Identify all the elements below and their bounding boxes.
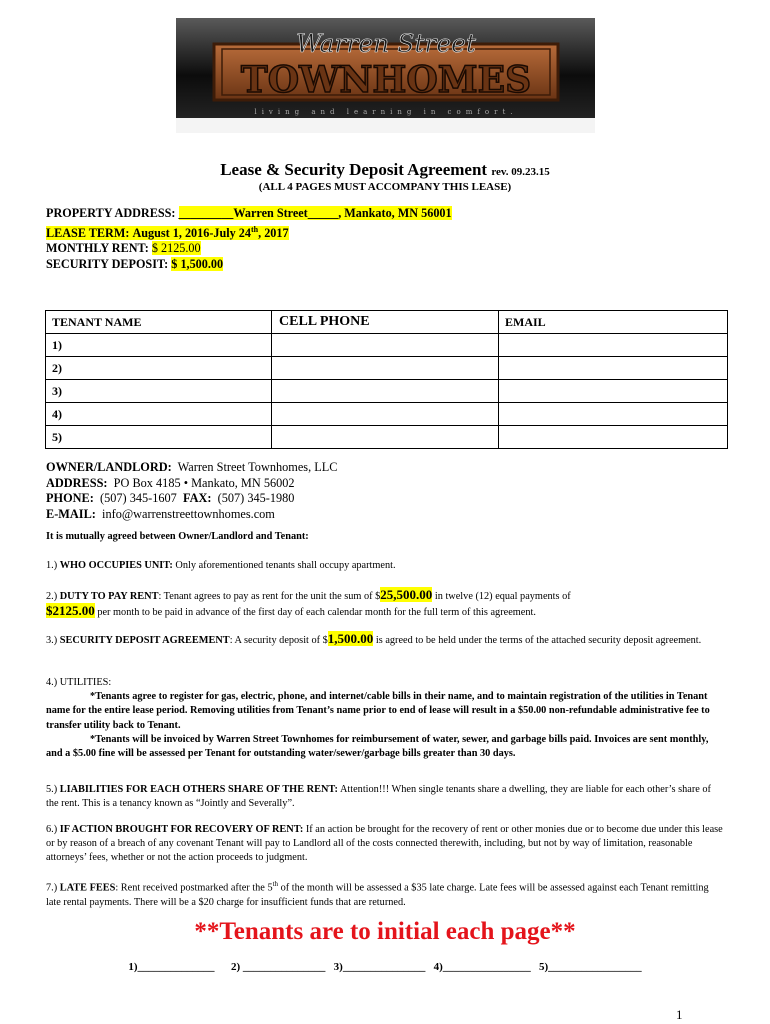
monthly-rent-value: $ 2125.00 — [151, 241, 201, 256]
clause-text: *Tenants will be invoiced by Warren Street Townhomes for reimbursement of water, sewer, and garbage bills paid. Invoices are sent monthly, and a $5.00 fine will be assessed per Tenant for outstanding water/sewer/garbage bills greater than 30 days. — [46, 733, 709, 760]
clause-text: of the month will be assessed a $35 late charge. Late fees will be assessed against each Tenant remitting late rental payments. There will be a $20 charge for insufficient funds that are returned. — [46, 882, 709, 908]
clause-text: in twelve (12) equal payments of — [432, 591, 571, 602]
email-field[interactable] — [499, 357, 728, 380]
landlord-value: Warren Street Townhomes, LLC — [177, 460, 338, 474]
clause-text: : Tenant agrees to pay as rent for the unit the sum of $ — [158, 591, 381, 602]
cell-phone-field[interactable] — [272, 380, 499, 403]
property-address-label: PROPERTY ADDRESS: — [46, 206, 176, 220]
tenant-name-field[interactable]: 4) — [46, 403, 272, 426]
cell-phone-header: CELL PHONE — [272, 311, 499, 334]
owner-email-link[interactable]: info@warrenstreettownhomes.com — [102, 506, 275, 521]
initial-field-3[interactable]: 3)_______________ — [333, 961, 426, 973]
clause-number: 3.) — [46, 635, 58, 646]
table-row — [46, 334, 728, 357]
initial-heading: **Tenants are to initial each page** — [194, 918, 576, 945]
clause-2 — [46, 588, 726, 620]
clause-text: : A security deposit of $ — [229, 635, 328, 646]
clause-4 — [46, 676, 726, 761]
table-row — [46, 426, 728, 449]
clause-text: : Rent received postmarked after the 5 — [115, 882, 273, 894]
initial-lines — [0, 961, 770, 973]
document-subtitle: (ALL 4 PAGES MUST ACCOMPANY THIS LEASE) — [258, 181, 512, 193]
document-title — [0, 160, 770, 180]
logo-tagline: living and learning in comfort. — [254, 108, 518, 116]
clause-heading: IF ACTION BROUGHT FOR RECOVERY OF RENT: — [59, 824, 304, 835]
security-deposit-label: SECURITY DEPOSIT: — [46, 256, 169, 271]
lease-term-line — [46, 222, 452, 242]
initial-field-1[interactable]: 1)______________ — [128, 961, 215, 973]
clause-sup: th — [272, 880, 279, 888]
phone-value: (507) 345-1607 — [99, 491, 177, 505]
lease-term-label: LEASE TERM: — [46, 225, 130, 240]
agreement-intro-text: It is mutually agreed between Owner/Landlord and Tenant: — [46, 531, 309, 542]
clause-number: 6.) — [46, 824, 58, 835]
initial-field-4[interactable]: 4)________________ — [433, 961, 531, 973]
cell-phone-field[interactable] — [272, 426, 499, 449]
lease-term-sup: th — [250, 224, 259, 234]
property-address-line — [46, 206, 452, 222]
email-field[interactable] — [499, 380, 728, 403]
clause-heading: 4.) UTILITIES: — [46, 677, 112, 688]
owner-address-label: ADDRESS: — [46, 475, 108, 490]
clause-heading: DUTY TO PAY RENT — [59, 591, 159, 602]
clause-7 — [46, 877, 726, 910]
clause-number: 5.) — [46, 784, 58, 795]
logo-main-text: TOWNHOMES — [240, 59, 532, 101]
clause-6 — [46, 823, 726, 866]
lease-term-value: August 1, 2016-July 24 — [132, 225, 251, 240]
email-field[interactable] — [499, 426, 728, 449]
clause-text: Attention!!! When single tenants share a dwelling, they are liable for each other’s share of the rent. This is a tenancy known as “Jointly and Severally”. — [46, 784, 711, 810]
clause-text: *Tenants agree to register for gas, electric, phone, and internet/cable bills in their name, and to maintain registration of the utilities in Tenant name for the entire lease period. Removing utilities from Tenant’s name prior to end of lease will result in a $50.00 non-refundable administrative fee to transfer utility back to Tenant. — [46, 691, 710, 731]
fax-value: (507) 345-1980 — [217, 491, 295, 505]
table-row — [46, 380, 728, 403]
owner-address-value: PO Box 4185 • Mankato, MN 56002 — [113, 475, 295, 490]
clause-3 — [46, 632, 726, 648]
tenant-name-field[interactable]: 1) — [46, 334, 272, 357]
monthly-rent-line — [46, 241, 452, 257]
tenant-table-header — [46, 311, 728, 334]
clause-1 — [46, 559, 726, 573]
clause-text: Only aforementioned tenants shall occupy apartment. — [175, 560, 396, 571]
tenant-name-header: TENANT NAME — [46, 311, 272, 334]
cell-phone-field[interactable] — [272, 334, 499, 357]
initial-field-5[interactable]: 5)_________________ — [539, 961, 642, 973]
lease-term-year: , 2017 — [258, 225, 289, 240]
page-number: 1 — [676, 1007, 683, 1022]
landlord-label: OWNER/LANDLORD: — [46, 460, 172, 474]
cell-phone-field[interactable] — [272, 357, 499, 380]
clause-number: 7.) — [46, 882, 58, 894]
clause-text: per month to be paid in advance of the first day of each calendar month for the full term of this agreement. — [94, 607, 536, 619]
monthly-rent-label: MONTHLY RENT: — [46, 241, 149, 256]
fax-label: FAX: — [182, 491, 212, 505]
clause-heading: SECURITY DEPOSIT AGREEMENT — [59, 635, 230, 646]
tenant-table — [45, 310, 728, 449]
email-label: E-MAIL: — [46, 506, 96, 521]
clause-text: If an action be brought for the recovery of rent or other monies due or to become due under this lease or by reason of a breach of any covenant Tenant will pay to Landlord all of the costs connected therewith, including, but not by way of limitation, reasonable attorneys’ fees, whether or not the action proceeds to judgment. — [46, 824, 723, 864]
clause-number: 1.) — [46, 560, 58, 571]
clause-number: 2.) — [46, 591, 58, 602]
clause-heading: LIABILITIES FOR EACH OTHERS SHARE OF THE RENT: — [59, 784, 338, 795]
property-info — [46, 206, 452, 272]
total-rent-amount: 25,500.00 — [380, 587, 433, 602]
tenant-name-field[interactable]: 5) — [46, 426, 272, 449]
cell-phone-field[interactable] — [272, 403, 499, 426]
email-header: EMAIL — [499, 311, 728, 334]
clause-heading: LATE FEES — [59, 882, 116, 894]
email-field[interactable] — [499, 403, 728, 426]
initial-field-2[interactable]: 2) _______________ — [230, 961, 326, 973]
deposit-amount: 1,500.00 — [327, 631, 374, 646]
owner-info — [46, 460, 337, 522]
clause-heading: WHO OCCUPIES UNIT: — [59, 560, 173, 571]
phone-label: PHONE: — [46, 491, 94, 505]
title-main: Lease & Security Deposit Agreement — [220, 160, 488, 179]
security-deposit-line — [46, 257, 452, 273]
agreement-intro — [46, 530, 726, 544]
clause-5 — [46, 783, 726, 811]
tenant-name-field[interactable]: 3) — [46, 380, 272, 403]
monthly-payment-amount: $2125.00 — [46, 603, 95, 619]
security-deposit-value: $ 1,500.00 — [171, 256, 224, 271]
tenant-name-field[interactable]: 2) — [46, 357, 272, 380]
table-row — [46, 403, 728, 426]
logo-script-text: Warren Street — [296, 29, 476, 58]
clause-text: is agreed to be held under the terms of the attached security deposit agreement. — [373, 635, 702, 646]
warren-street-townhomes-logo — [176, 18, 595, 133]
email-field[interactable] — [499, 334, 728, 357]
property-address-value: _________Warren Street_____, Mankato, MN 56001 — [178, 206, 452, 220]
table-row — [46, 357, 728, 380]
revision-label: rev. 09.23.15 — [491, 166, 550, 178]
